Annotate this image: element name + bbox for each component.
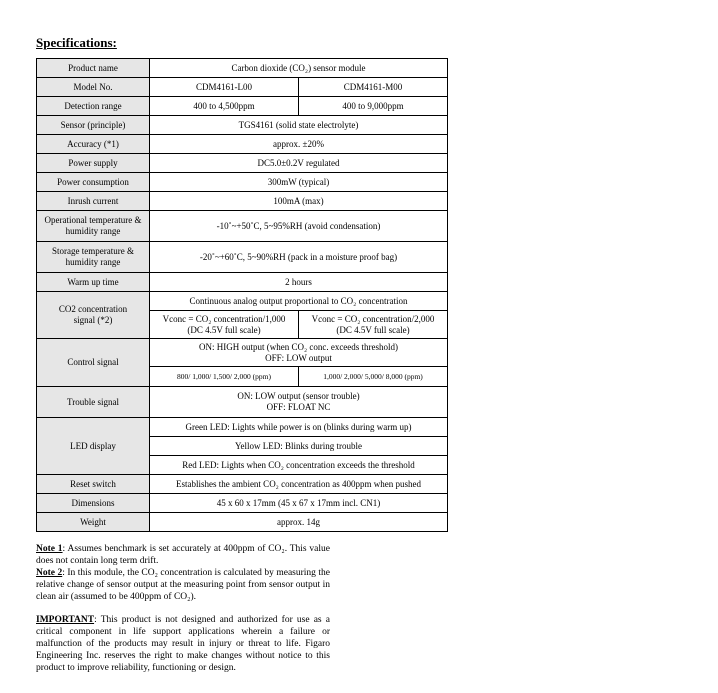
important-label: IMPORTANT: [36, 615, 95, 625]
label-model-no: Model No.: [37, 78, 150, 97]
spacer: [36, 603, 330, 614]
note-1-text: : Assumes benchmark is set accurately at 400ppm of CO₂. This value does not contain long term drift.: [36, 544, 330, 566]
row-led-green: [37, 418, 448, 437]
label-detection-range: Detection range: [37, 97, 150, 116]
note-2-label: Note 2: [36, 568, 63, 578]
value-line: OFF: LOW output: [265, 352, 332, 363]
value-line: Vconc = CO₂ concentration/2,000: [311, 313, 435, 324]
label-product-name: Product name: [37, 59, 150, 78]
value-reset-switch: Establishes the ambient CO₂ concentration as 400ppm when pushed: [150, 475, 448, 494]
value-co2-signal-l00: [150, 311, 299, 339]
row-dimensions: [37, 494, 448, 513]
value-threshold-m00: 1,000/ 2,000/ 5,000/ 8,000 (ppm): [299, 367, 448, 387]
label-co2-signal: [37, 292, 150, 339]
value-co2-signal: Continuous analog output proportional to CO₂ concentration: [150, 292, 448, 311]
important-text: : This product is not designed and authorized for use as a critical component in life support applications wherein a failure or malfunction of the products may result in injury or threat to life. Figaro Engineering Inc. reserves the right to make changes without notice to this product to improve reliability, functioning or design.: [36, 615, 330, 673]
note-2-text: : In this module, the CO₂ concentration is calculated by measuring the relative change of sensor output at the measuring point from sensor output in clean air (assumed to be 400ppm of CO₂).: [36, 568, 330, 602]
value-line: Vconc = CO₂ concentration/1,000: [162, 313, 286, 324]
row-trouble-signal: [37, 387, 448, 418]
label-storage-temperature: [37, 242, 150, 273]
row-sensor: [37, 116, 448, 135]
row-inrush-current: [37, 192, 448, 211]
value-trouble-signal: [150, 387, 448, 418]
row-model-no: [37, 78, 448, 97]
row-operational-temperature: [37, 211, 448, 242]
label-inrush-current: Inrush current: [37, 192, 150, 211]
label-line: CO2 concentration: [58, 304, 128, 314]
label-dimensions: Dimensions: [37, 494, 150, 513]
note-2: [36, 567, 330, 603]
value-detection-l00: 400 to 4,500ppm: [150, 97, 299, 116]
label-line: Storage temperature &: [52, 246, 134, 256]
value-sensor: TGS4161 (solid state electrolyte): [150, 116, 448, 135]
value-led-green: Green LED: Lights while power is on (blinks during warm up): [150, 418, 448, 437]
value-line: ON: HIGH output (when CO₂ conc. exceeds threshold): [198, 341, 399, 352]
value-accuracy: approx. ±20%: [150, 135, 448, 154]
label-control-signal: Control signal: [37, 339, 150, 387]
row-reset-switch: [37, 475, 448, 494]
specifications-heading: Specifications:: [36, 35, 117, 50]
value-led-yellow: Yellow LED: Blinks during trouble: [150, 437, 448, 456]
row-storage-temperature: [37, 242, 448, 273]
note-1: [36, 543, 330, 567]
note-1-label: Note 1: [36, 544, 63, 554]
value-dimensions: 45 x 60 x 17mm (45 x 67 x 17mm incl. CN1): [150, 494, 448, 513]
value-power-consumption: 300mW (typical): [150, 173, 448, 192]
specifications-table: [36, 58, 448, 532]
row-power-supply: [37, 154, 448, 173]
label-line: Operational temperature &: [44, 215, 142, 225]
value-model-m00: CDM4161-M00: [299, 78, 448, 97]
value-operational-temperature: -10˚~+50˚C, 5~95%RH (avoid condensation): [150, 211, 448, 242]
notes-section: [36, 543, 330, 674]
label-accuracy: Accuracy (*1): [37, 135, 150, 154]
value-control-signal: [150, 339, 448, 367]
value-co2-signal-m00: [299, 311, 448, 339]
value-threshold-l00: 800/ 1,000/ 1,500/ 2,000 (ppm): [150, 367, 299, 387]
important-notice: [36, 614, 330, 674]
value-weight: approx. 14g: [150, 513, 448, 532]
label-sensor: Sensor (principle): [37, 116, 150, 135]
row-warm-up-time: [37, 273, 448, 292]
value-warm-up-time: 2 hours: [150, 273, 448, 292]
value-line: (DC 4.5V full scale): [336, 324, 410, 335]
label-weight: Weight: [37, 513, 150, 532]
label-trouble-signal: Trouble signal: [37, 387, 150, 418]
value-line: OFF: FLOAT NC: [266, 402, 331, 412]
value-power-supply: DC5.0±0.2V regulated: [150, 154, 448, 173]
label-power-consumption: Power consumption: [37, 173, 150, 192]
label-operational-temperature: [37, 211, 150, 242]
label-line: humidity range: [65, 257, 121, 267]
value-line: (DC 4.5V full scale): [187, 324, 261, 335]
row-weight: [37, 513, 448, 532]
label-led-display: LED display: [37, 418, 150, 475]
row-power-consumption: [37, 173, 448, 192]
row-control-signal: [37, 339, 448, 367]
label-reset-switch: Reset switch: [37, 475, 150, 494]
value-storage-temperature: -20˚~+60˚C, 5~90%RH (pack in a moisture proof bag): [150, 242, 448, 273]
label-warm-up-time: Warm up time: [37, 273, 150, 292]
value-product-name: Carbon dioxide (CO₂) sensor module: [150, 59, 448, 78]
label-power-supply: Power supply: [37, 154, 150, 173]
label-line: humidity range: [65, 226, 121, 236]
value-model-l00: CDM4161-L00: [150, 78, 299, 97]
value-detection-m00: 400 to 9,000ppm: [299, 97, 448, 116]
value-inrush-current: 100mA (max): [150, 192, 448, 211]
row-accuracy: [37, 135, 448, 154]
row-detection-range: [37, 97, 448, 116]
value-led-red: Red LED: Lights when CO₂ concentration exceeds the threshold: [150, 456, 448, 475]
value-line: ON: LOW output (sensor trouble): [237, 391, 360, 401]
row-co2-signal: [37, 292, 448, 311]
label-line: signal (*2): [73, 315, 113, 325]
row-product-name: [37, 59, 448, 78]
